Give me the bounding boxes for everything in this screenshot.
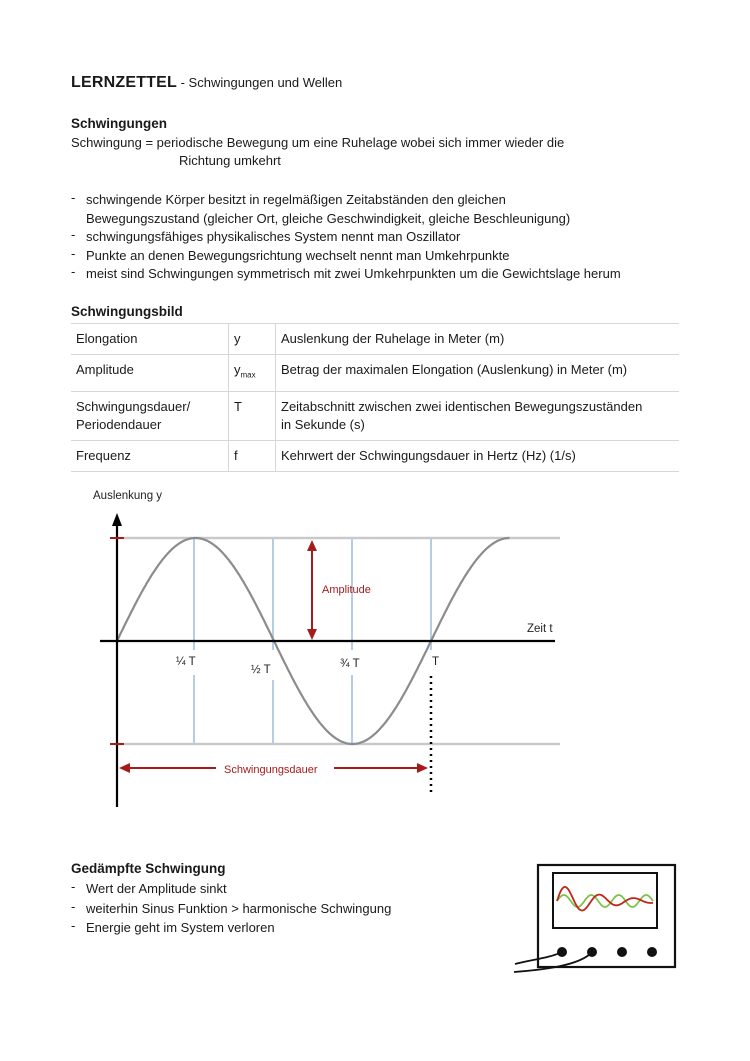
description-cell: Betrag der maximalen Elongation (Auslenkung) in Meter (m) [276,355,680,392]
list-item: - Wert der Amplitude sinkt [71,879,227,896]
section-heading-damped: Gedämpfte Schwingung [71,861,226,876]
table-row [71,324,679,355]
list-item: - weiterhin Sinus Funktion > harmonische Schwingung [71,898,392,916]
table-row [71,440,679,471]
tick-three-quarter-label: ¾ T [340,658,360,670]
tick-quarter-label: ¼ T [176,656,196,668]
section-heading-schwingungsbild: Schwingungsbild [71,304,183,319]
table-row [71,391,679,440]
symbol-cell: $y_{max}$ [229,355,276,392]
y-axis-label: Auslenkung y [93,490,163,502]
definition-line-1: Schwingung = periodische Bewegung um eine Ruhelage wobei sich immer wieder die [71,135,565,150]
list-item-continuation: Bewegungszustand (gleicher Ort, gleiche Geschwindigkeit, gleiche Beschleunigung) [86,210,571,226]
title-main: LERNZETTEL [71,74,177,91]
list-item: - schwingungsfähiges physikalisches System nennt man Oszillator [71,227,461,245]
definition-line-2: Richtung umkehrt [179,153,281,168]
description-cell: Kehrwert der Schwingungsdauer in Hertz (Hz) (1/s) [276,440,680,471]
page-title [71,74,342,92]
list-item: - meist sind Schwingungen symmetrisch mit zwei Umkehrpunkten um die Gewichtslage herum [71,264,621,282]
list-item: - Punkte an denen Bewegungsrichtung wechselt nennt man Umkehrpunkte [71,245,510,263]
term-cell: Frequenz [71,440,229,471]
x-axis-label: Zeit t [527,623,553,635]
scope-knob [647,947,657,957]
scope-knob [617,947,627,957]
definitions-table [71,323,679,472]
title-subtitle: - Schwingungen und Wellen [177,75,343,90]
term-cell: Amplitude [71,355,229,392]
period-label: Schwingungsdauer [224,764,318,776]
description-cell: Zeitabschnitt zwischen zwei identischen Bewegungszuständen in Sekunde (s) [276,391,680,440]
amplitude-label: Amplitude [322,584,371,596]
symbol-cell: T [229,391,276,440]
term-cell: Elongation [71,324,229,355]
list-item: - schwingende Körper besitzt in regelmäßigen Zeitabständen den gleichen [71,190,506,207]
oscilloscope-icon [510,860,680,980]
damped-list [71,879,391,938]
symbol-cell: y [229,324,276,355]
oscillation-diagram [0,480,750,820]
table-row [71,355,679,392]
section-heading-schwingungen: Schwingungen [71,116,167,131]
properties-list [71,191,691,284]
y-axis-arrowhead [112,513,122,526]
description-cell: Auslenkung der Ruhelage in Meter (m) [276,324,680,355]
term-cell: Schwingungsdauer/ Periodendauer [71,391,229,440]
list-item: - Energie geht im System verloren [71,918,275,935]
tick-half-label: ½ T [251,664,271,676]
symbol-cell: f [229,440,276,471]
tick-full-label: T [432,656,440,668]
